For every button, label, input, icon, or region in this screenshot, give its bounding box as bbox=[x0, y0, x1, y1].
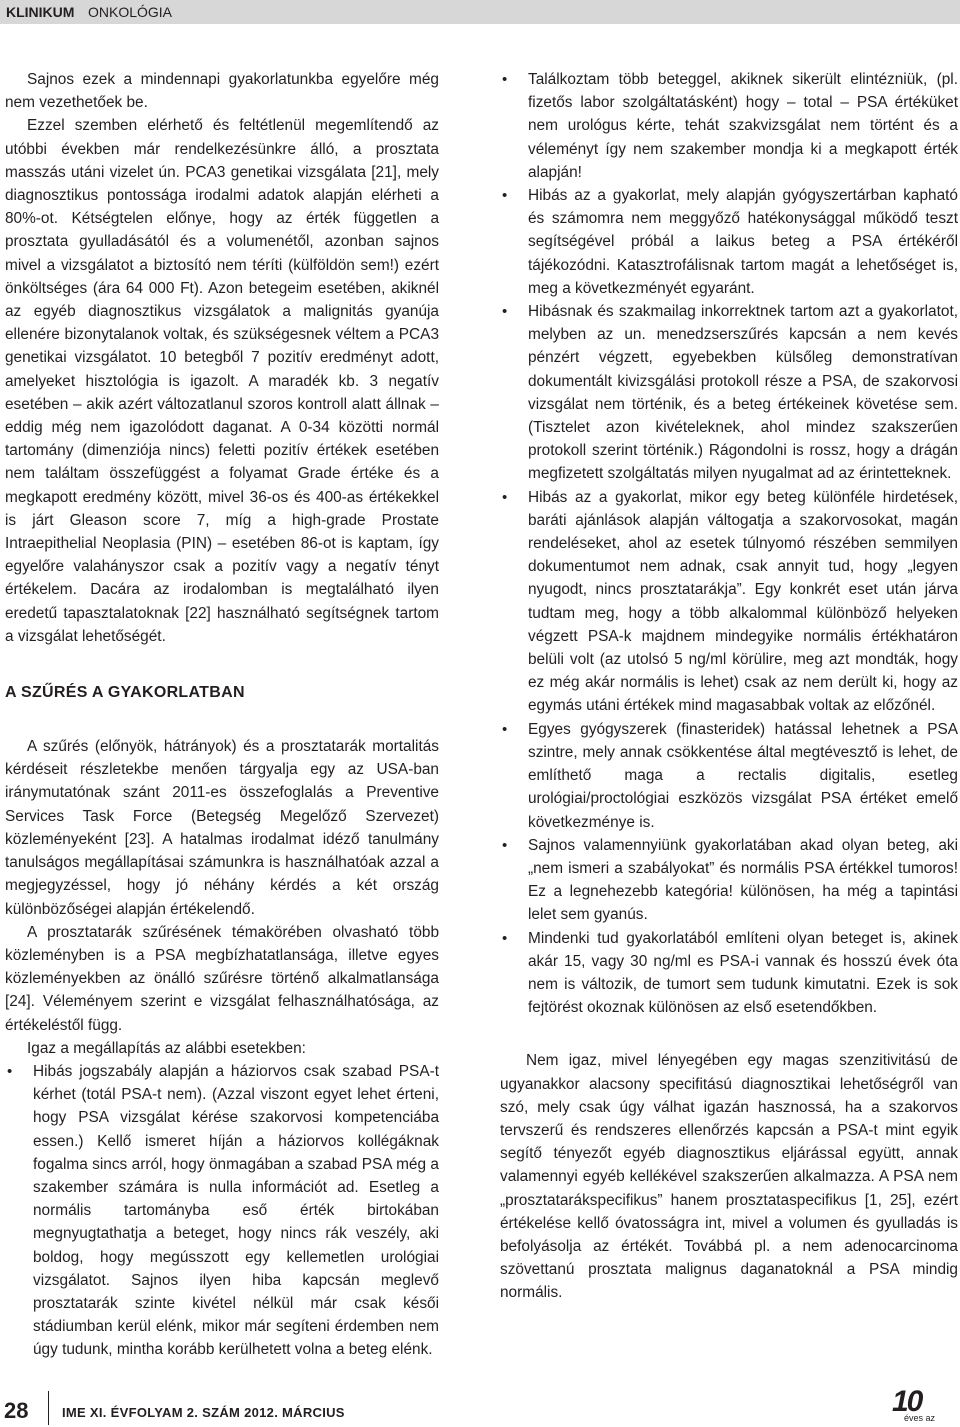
list-item: • Egyes gyógyszerek (finasteridek) hatással lehetnek a PSA szintre, mely annak csökkentése által megtévesztő is lehet, de említhető maga a rectalis digitalis, esetleg urológiai/proctológiai eszközös vizsgálat PSA értéket emelő következménye is. bbox=[500, 718, 958, 834]
logo-number: 10 bbox=[892, 1385, 922, 1418]
paragraph-psa-megbizhatatlansag: A prosztatarák szűrésének témakörében olvasható több közleményben is a PSA megbízhatatlansága, illetve egyes közleményekben az önálló szűrésre történő alkalmatlansága [24]. Véleményem szerint e vizsgálat felhasználhatósága, az értékeléstől függ. bbox=[5, 923, 439, 1034]
footer-divider bbox=[48, 1391, 49, 1425]
issue-label: IME XI. ÉVFOLYAM 2. SZÁM 2012. MÁRCIUS bbox=[62, 1405, 345, 1420]
right-column bbox=[500, 68, 958, 1305]
list-item: • Hibás jogszabály alapján a háziorvos csak szabad PSA-t kérhet (totál PSA-t nem). (Azzal viszont egyet lehet érteni, hogy PSA vizsgálat kérése szakorvosi kompetenciába essen.) Kellő ismeret híján a háziorvos kollégáknak fogalma sincs arról, hogy önmagában a szabad PSA még a szakember számára is nulla információt ad. Esetleg a normális tartományba eső érték birtokában megnyugtathatja a beteget, hogy nincs rák veszély, aki boldog, hogy megússzott egy kellemetlen urológiai vizsgálatot. Sajnos ilyen hiba kapcsán meglevő prosztatarák szinte kivétel nélkül már csak késői stádiumban kerül elénk, mikor már segíteni érdemben nem úgy tudunk, mintha korább kerülhetett volna a beteg elénk. bbox=[5, 1060, 439, 1362]
section-heading-szures: A SZŰRÉS A GYAKORLATBAN bbox=[5, 684, 245, 702]
section-label-onkologia: ONKOLÓGIA bbox=[88, 4, 173, 20]
paragraph-megallapitas: Igaz a megállapítás az alábbi esetekben: bbox=[27, 1039, 306, 1057]
bullet-list-right bbox=[500, 68, 958, 1019]
section-header-bar bbox=[0, 0, 960, 24]
paragraph-pca3: Ezzel szemben elérhető és feltétlenül megemlítendő az utóbbi években már rendelkezésünkre álló, a prosztata masszás utáni vizelet ún. PCA3 genetikai vizsgálata [21], mely diagnosztikus pontossága irodalmi adatok alapján elérheti a 80%-ot. Kétségtelen előnye, hogy az érték független a prosztata gyulladásától és a volumenétől, azonban sajnos mivel a vizsgálatot a biztosító nem téríti (külföldön sem!) ezért önköltséges (ára 64 000 Ft). Azon betegeim esetében, akiknél az egyéb diagnosztikus vizsgálatok a malignitás gyanúja ellenére bizonytalanok voltak, és szükségesnek véltem a PCA3 genetikai vizsgálatot. 10 betegből 7 pozitív eredményt adott, amelyeket hisztológia is igazolt. A maradék kb. 3 negatív esetében – akik azért változatlanul szoros kontroll alatt állnak – eddig még nem igazolódott daganat. A 0-34 közötti normál tartomány (dimenziója nincs) feletti pozitív értékek esetében nem találtam összefüggést a folyamat Grade értéke és a megkapott eredmény között, mivel 36-os és 400-as értékekkel is járt Gleason score 7, míg a high-grade Prostate Intraepithelial Neoplasia (PIN) – esetében 86-ot is kaptam, így egyelőre valahányszor csak a pozitív vagy a negatív tényt értékelem. Dacára az irodalomban is megtalálható ilyen eredetű tapasztalatoknak [22] használható segítségnek tartom a vizsgálat lehetőségét. bbox=[5, 117, 439, 645]
list-item: • Találkoztam több beteggel, akiknek sikerült elintézniük, (pl. fizetős labor szolgáltatásként) hogy – total – PSA értéküket nem urológus kérte, tehát szakvizsgálat nem történt és a véleményt így nem szakember mondja ki a megkapott érték alapján! bbox=[500, 68, 958, 184]
list-item: • Mindenki tud gyakorlatából említeni olyan beteget is, akinek akár 15, vagy 30 ng/ml es PSA-i vannak és hosszú évek óta nem is változik, de tumort sem tudunk kimutatni. Ezek is sok fejtörést okoznak különösen az első esetendőkben. bbox=[500, 927, 958, 1020]
list-item: • Hibás az a gyakorlat, mikor egy beteg különféle hirdetések, baráti ajánlások alapján váltogatja a szakorvosokat, magán rendeléseket, ahol az esetek túlnyomó részében semmilyen dokumentumot nem adnak, csak annyit tud, hogy „legyen nyugodt, nincs prosztatarákja”. Egy konkrét eset után járva tudtam meg, hogy a több alkalommal különböző helyeken végzett PSA-k majdnem mindegyike normális értékhatáron belüli volt (az utolsó 5 ng/ml körülire, meg azt mondták, hogy ez még akár normális is lehet) csak az nem derült ki, hogy az egymás utáni értékek mind magasabbak voltak az előzőnél. bbox=[500, 486, 958, 718]
left-column bbox=[5, 68, 439, 1362]
section-label-klinikum: KLINIKUM bbox=[6, 4, 75, 20]
spacer bbox=[500, 1019, 958, 1049]
page-footer bbox=[0, 1385, 960, 1427]
list-item: • Hibás az a gyakorlat, mely alapján gyógyszertárban kapható és számomra nem meggyőző hatékonysággal működő teszt segítségével próbál a laikus beteg a PSA értékéről tájékozódni. Katasztrofálisnak tartom magát a lehetőséget is, meg a következményét egyaránt. bbox=[500, 184, 958, 300]
paragraph-szures: A szűrés (előnyök, hátrányok) és a prosztatarák mortalitás kérdéseit részletekbe menően tárgyalja egy az USA-ban iránymutatónak szánt 2011-es összefoglalás a Preventive Services Task Force (Betegség Megelőző Szervezet) közleményeként [23]. A hatalmas irodalmat idéző tanulmány tanulságos megállapításai számunkra is használhatóak azzal a megjegyzéssel, hogy jó néhány kérdés a két ország különbözőségei alapján értékelendő. bbox=[5, 738, 439, 918]
bullet-list-left bbox=[5, 1060, 439, 1362]
list-item: • Sajnos valamennyiünk gyakorlatában akad olyan beteg, aki „nem ismeri a szabályokat” és normális PSA értékkel tumoros! Ez a legnehezebb kategória! különösen, ha még a tapintási lelet sem gyanús. bbox=[500, 834, 958, 927]
logo-text: éves az bbox=[904, 1413, 936, 1423]
anniversary-logo bbox=[890, 1387, 960, 1425]
paragraph-intro: Sajnos ezek a mindennapi gyakorlatunkba egyelőre még nem vezethetőek be. bbox=[5, 71, 439, 112]
page-number: 28 bbox=[4, 1398, 29, 1423]
paragraph-nem-igaz: Nem igaz, mivel lényegében egy magas szenzitivitású de ugyanakkor alacsony specifitású diagnosztikai lehetőségről van szó, mely csak úgy válhat igazán hasznossá, ha a szakorvos tervszerű és rendszeres ellenőrzés kapcsán a PSA-t mint egyik segítő tényezőt egyéb diagnosztikus eljárással együtt, annak valamennyi egyéb kellékével szakszerűen alkalmazza. A PSA nem „prosztatarákspecifikus” hanem prosztataspecifikus [1, 25], ezért értékelése kellő óvatosságra int, mivel a volumen és gyulladás is befolyásolja az értékét. Továbbá pl. a nem adenocarcinoma szövettanú prosztata malignus daganatoknál a PSA mindig normális. bbox=[500, 1052, 958, 1302]
list-item: • Hibásnak és szakmailag inkorrektnek tartom azt a gyakorlatot, melyben az un. menedzserszűrés kapcsán a nem kevés pénzért végzett, egyebekben külsőleg demonstratívan dokumentált kivizsgálási protokoll része a PSA, de szakorvosi vizsgálat nem történik, és a beteg értékeinek követése sem. (Tisztelet azon kivételeknek, ahol mindez szakszerűen protokoll szerint történik.) Rágondolni is rossz, hogy a drágán megfizetett szolgáltatás milyen nyugalmat ad az érintetteknek. bbox=[500, 300, 958, 486]
